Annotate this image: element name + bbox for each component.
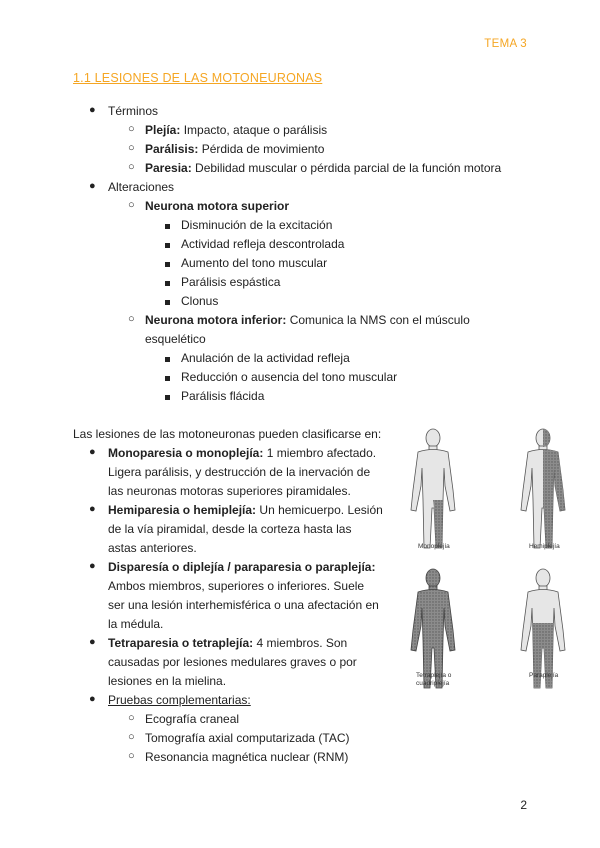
clasificacion-item: Monoparesia o monoplejía: 1 miembro afectado. [108,446,377,460]
nms-item: Aumento del tono muscular [181,256,328,270]
square-bullet-icon [165,243,170,248]
prueba-item: Tomografía axial computarizada (TAC) [145,731,350,745]
circle-bullet-icon: ○ [128,313,135,325]
section-title: 1.1 LESIONES DE LAS MOTONEURONAS [73,71,323,85]
nms-item: Parálisis espástica [181,275,281,289]
nms-item: Disminución de la excitación [181,218,333,232]
header-tema: TEMA 3 [484,38,527,50]
caption-hemiplejia: Hemiplejía [529,543,560,550]
caption-cuadriplejia: cuadriplejía [416,680,450,687]
termino-item: Paresia: Debilidad muscular o pérdida parcial de la función motora [145,161,502,175]
terminos-title: Términos [108,104,159,118]
paralysis-types-figure [396,420,592,696]
bullet-icon: ● [89,636,96,648]
nmi-label: Neurona motora inferior: Comunica la NMS con el músculo [145,313,470,327]
prueba-item: Ecografía craneal [145,712,240,726]
clasificacion-item: Disparesía o diplejía / paraparesia o paraplejía: [108,560,376,574]
circle-bullet-icon: ○ [128,199,135,211]
clasificacion-line: Ambos miembros, superiores o inferiores. Suele [108,579,365,593]
clasificacion-line: de la vía piramidal, desde la corteza hasta las [108,522,352,536]
square-bullet-icon [165,281,170,286]
clasificacion-line: astas anteriores. [108,541,197,555]
nmi-item: Reducción o ausencia del tono muscular [181,370,398,384]
bullet-icon: ● [89,446,96,458]
body-silhouette-monoplejia [411,429,455,548]
alteraciones-title: Alteraciones [108,180,175,194]
bullet-icon: ● [89,503,96,515]
caption-tetraplejia: Tetraplejía o [416,672,452,679]
circle-bullet-icon: ○ [128,123,135,135]
clasificacion-line: la médula. [108,617,164,631]
square-bullet-icon [165,224,170,229]
square-bullet-icon [165,357,170,362]
clasificacion-line: causadas por lesiones medulares graves o por [108,655,357,669]
clasificacion-item: Tetraparesia o tetraplejía: 4 miembros. Son [108,636,348,650]
bullet-icon: ● [89,560,96,572]
termino-item: Parálisis: Pérdida de movimiento [145,142,325,156]
circle-bullet-icon: ○ [128,712,135,724]
circle-bullet-icon: ○ [128,731,135,743]
pruebas-title: Pruebas complementarias: [108,693,251,707]
caption-monoplejia: Monoplejía [418,543,450,550]
nms-item: Clonus [181,294,219,308]
square-bullet-icon [165,262,170,267]
clasificacion-line: ser una lesión interhemisférica o una afectación en [108,598,379,612]
body-silhouette-tetraplejia [411,569,455,688]
bullet-icon: ● [89,180,96,192]
clasificacion-line: Ligera parálisis, y destrucción de la inervación de [108,465,371,479]
bullet-icon: ● [89,693,96,705]
circle-bullet-icon: ○ [128,161,135,173]
termino-item: Plejía: Impacto, ataque o parálisis [145,123,328,137]
nms-item: Actividad refleja descontrolada [181,237,345,251]
intro-paragraph: Las lesiones de las motoneuronas pueden clasificarse en: [73,427,382,441]
clasificacion-line: las neuronas motoras superiores piramidales. [108,484,351,498]
clasificacion-item: Hemiparesia o hemiplejía: Un hemicuerpo. Lesión [108,503,383,517]
circle-bullet-icon: ○ [128,750,135,762]
square-bullet-icon [165,376,170,381]
page-number: 2 [520,798,527,812]
square-bullet-icon [165,395,170,400]
clasificacion-line: lesiones en la mielina. [108,674,227,688]
nmi-item: Parálisis flácida [181,389,265,403]
bullet-icon: ● [89,104,96,116]
circle-bullet-icon: ○ [128,142,135,154]
prueba-item: Resonancia magnética nuclear (RNM) [145,750,349,764]
caption-paraplejia: Paraplejía [529,672,559,679]
nmi-item: Anulación de la actividad refleja [181,351,350,365]
nms-label: Neurona motora superior [145,199,290,213]
nmi-desc-continuation: esquelético [145,332,206,346]
square-bullet-icon [165,300,170,305]
